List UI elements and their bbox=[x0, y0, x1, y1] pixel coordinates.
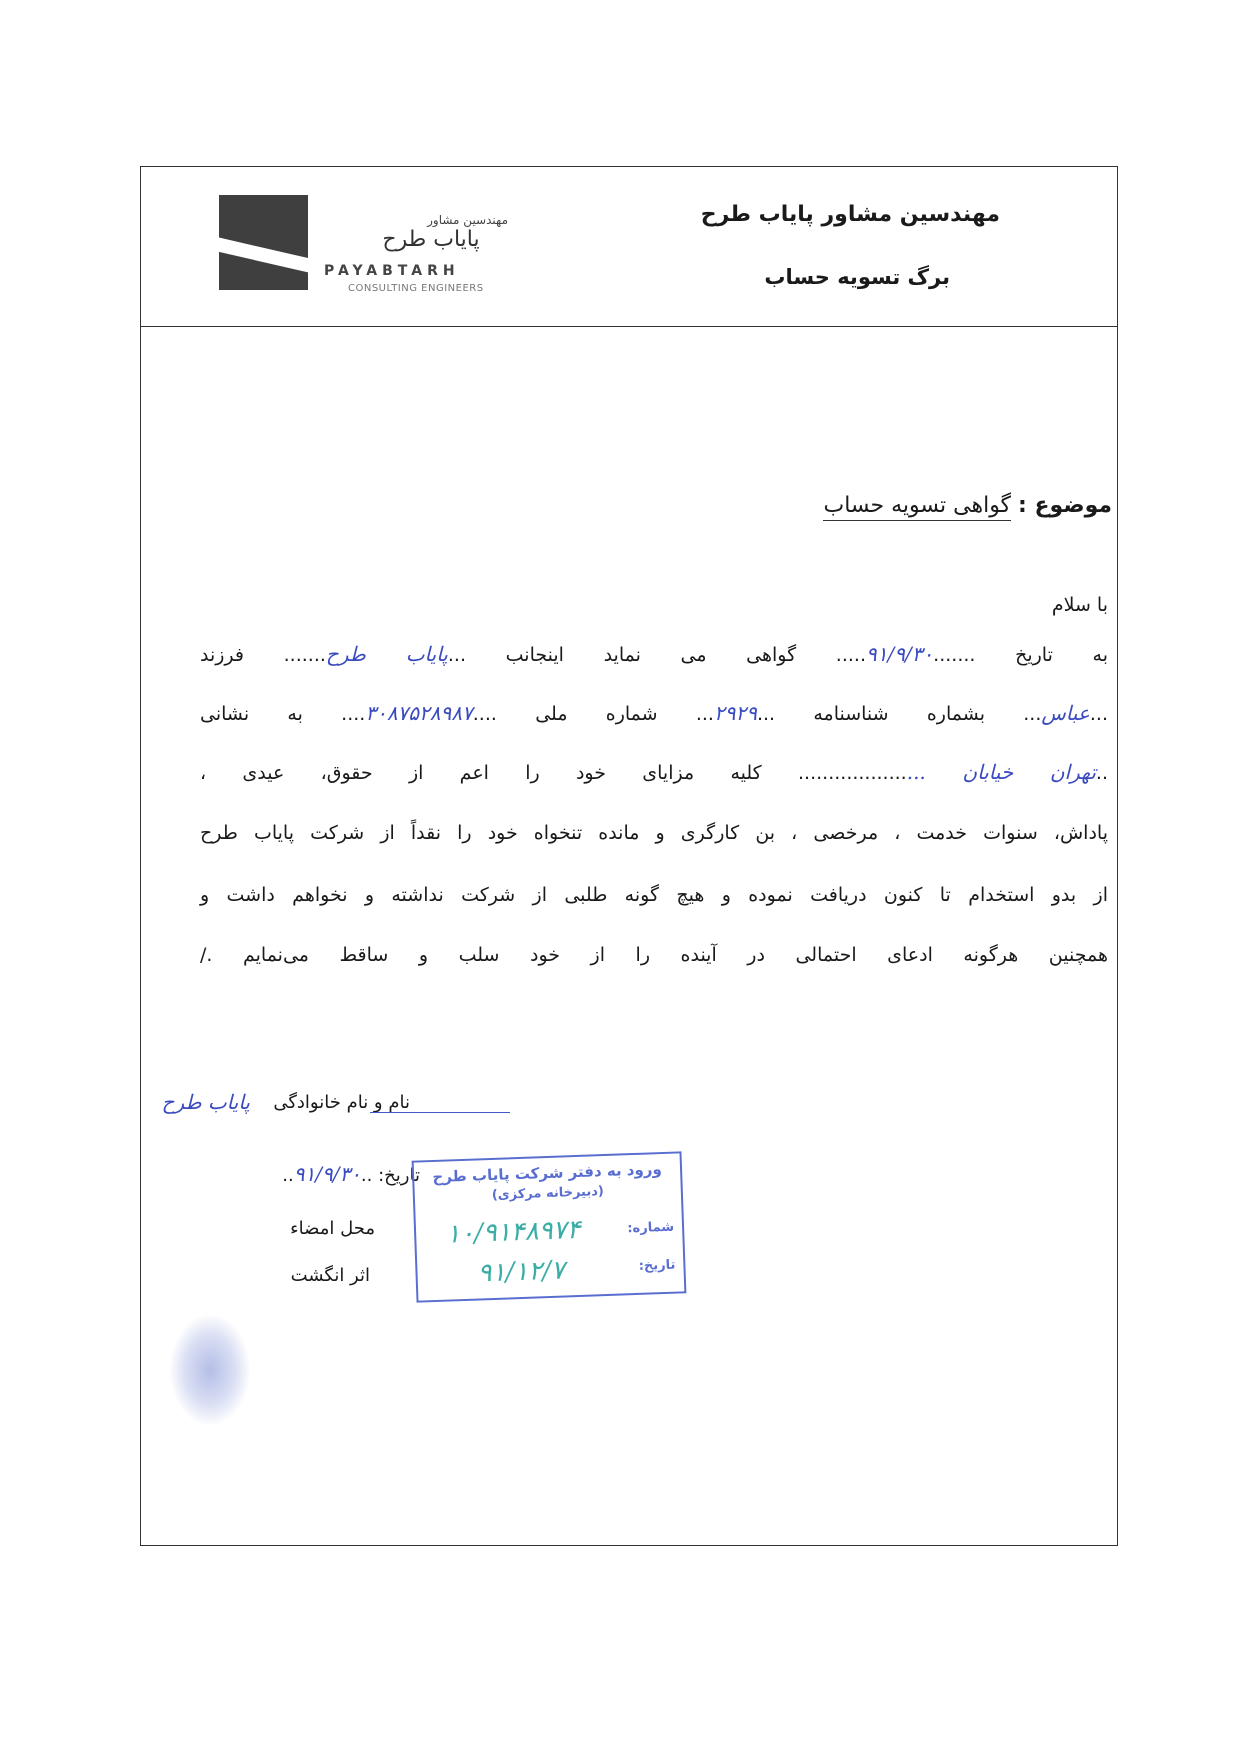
father-handwritten: عباس bbox=[1041, 701, 1090, 725]
father-field: ...عباس... bbox=[1023, 701, 1108, 725]
stamp-number-handwritten: ۱۰/۹۱۴۸۹۷۴ bbox=[445, 1214, 582, 1250]
thumbprint-label: اثر انگشت bbox=[290, 1265, 370, 1286]
id-field: ...۲۹۲۹... bbox=[695, 701, 776, 725]
body-line-3-text: کلیه مزایای خود را اعم از حقوق، عیدی ، bbox=[200, 762, 762, 784]
footer-date-handwritten: ۹۱/۹/۳۰ bbox=[293, 1162, 361, 1186]
subject-value: گواهی تسویه حساب bbox=[823, 493, 1011, 521]
stamp-subtitle: (دبیرخانه مرکزی) bbox=[491, 1184, 605, 1203]
body-line-1-text-b: گواهی می نماید اینجانب bbox=[505, 644, 797, 666]
stamp-date-handwritten: ۹۱/۱۲/۷ bbox=[477, 1255, 566, 1289]
company-logo-icon bbox=[219, 195, 308, 290]
company-title: مهندسین مشاور پایاب طرح bbox=[700, 202, 1000, 227]
national-id-field: ....۳۰۸۷۵۲۸۹۸۷.... bbox=[341, 701, 497, 725]
greeting: با سلام bbox=[1051, 594, 1108, 616]
footer-date-label: تاریخ: bbox=[378, 1165, 420, 1186]
logo-fa-small-text: مهندسین مشاور bbox=[427, 213, 508, 227]
address-field: ..تهران خیابان ..................... bbox=[798, 760, 1108, 784]
body-line-2-text-c: به نشانی bbox=[200, 703, 303, 725]
subject-label: موضوع : bbox=[1018, 493, 1112, 518]
name-handwritten: پایاب طرح bbox=[325, 642, 448, 666]
name-label: نام و نام خانوادگی bbox=[273, 1092, 410, 1113]
body-line-1 bbox=[200, 642, 1108, 666]
footer-date-field: ..۹۱/۹/۳۰.. bbox=[282, 1162, 373, 1186]
logo-en-subtitle: CONSULTING ENGINEERS bbox=[348, 283, 484, 294]
logo-fa-name: پایاب طرح bbox=[382, 227, 480, 252]
body-line-5: از بدو استخدام تا کنون دریافت نموده و هیچ گونه طلبی از شرکت نداشته و نخواهم داشت و bbox=[200, 884, 1108, 906]
signature-handwritten: پایاب طرح bbox=[161, 1090, 250, 1114]
body-line-1-text-a: به تاریخ bbox=[1015, 644, 1108, 666]
body-line-2-text-b: شماره ملی bbox=[535, 703, 658, 725]
form-title: برگ تسویه حساب bbox=[764, 265, 950, 289]
receipt-stamp bbox=[412, 1151, 687, 1302]
body-line-1-text-c: فرزند bbox=[200, 644, 245, 666]
date-field: .......۹۱/۹/۳۰..... bbox=[835, 642, 976, 666]
stamp-number-label: شماره: bbox=[627, 1219, 675, 1237]
national-id-handwritten: ۳۰۸۷۵۲۸۹۸۷ bbox=[365, 701, 473, 725]
logo-stripe bbox=[219, 237, 308, 275]
subject-line bbox=[700, 493, 1112, 518]
name-field: ...پایاب طرح....... bbox=[283, 642, 467, 666]
body-line-4: پاداش، سنوات خدمت ، مرخصی ، بن کارگری و مانده تنخواه خود را نقداً از شرکت پایاب طرح bbox=[200, 822, 1108, 844]
address-handwritten: تهران خیابان ... bbox=[906, 760, 1096, 784]
id-handwritten: ۲۹۲۹ bbox=[713, 701, 757, 725]
logo-en-name: PAYABTARH bbox=[324, 263, 460, 279]
body-line-6: همچنین هرگونه ادعای احتمالی در آینده را از خود سلب و ساقط می‌نمایم ./ bbox=[200, 944, 1108, 966]
document-frame bbox=[140, 166, 1118, 1546]
body-line-2 bbox=[200, 701, 1108, 725]
thumbprint-icon bbox=[170, 1315, 250, 1425]
sign-place-label: محل امضاء bbox=[290, 1218, 375, 1239]
body-line-2-text-a: بشماره شناسنامه bbox=[813, 703, 985, 725]
header-divider bbox=[140, 326, 1118, 327]
date-handwritten: ۹۱/۹/۳۰ bbox=[865, 642, 934, 666]
stamp-title: ورود به دفتر شرکت پایاب طرح bbox=[432, 1160, 663, 1187]
stamp-date-label: تاریخ: bbox=[638, 1257, 676, 1274]
signature-stroke bbox=[370, 1112, 510, 1113]
footer-date-row bbox=[230, 1162, 420, 1186]
body-line-3 bbox=[200, 760, 1108, 784]
